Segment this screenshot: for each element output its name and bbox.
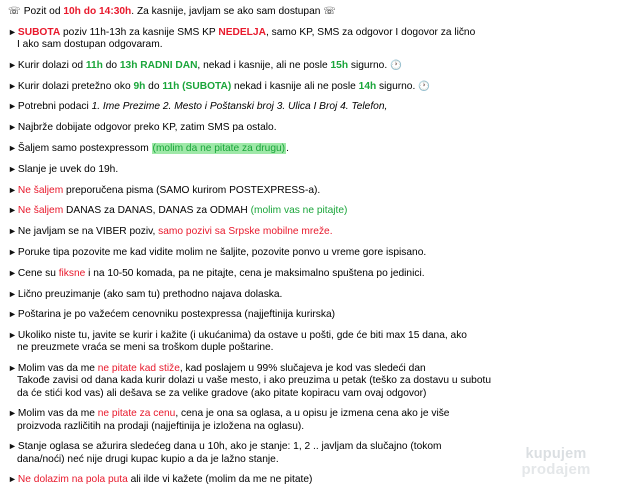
text-span: sigurno. (376, 80, 419, 92)
bullet-icon: ► (8, 26, 17, 37)
terms-line (8, 204, 614, 217)
text-span: Molim vas da me (17, 408, 98, 420)
text-continuation: proizvoda različitih na prodaji (najjeftinija je izložena na oglasu). (17, 420, 305, 432)
text-span: , cena je ona sa oglasa, a u opisu je izmena cena ako je više (175, 408, 450, 420)
text-span: 9h (133, 80, 146, 92)
bullet-icon: ► (8, 330, 17, 341)
terms-line (8, 163, 614, 176)
bullet-icon: ► (8, 246, 17, 257)
text-span: nekad i kasnije ali ne posle (231, 80, 359, 92)
text-span: Ne šaljem (17, 205, 64, 217)
text-span: 13h RADNI DAN (119, 59, 198, 71)
bullet-icon: ► (8, 142, 17, 153)
text-span: Ne šaljem (17, 184, 64, 196)
text-span: ☏ (323, 6, 336, 17)
bullet-icon: ► (8, 184, 17, 195)
bullet-icon: ► (8, 267, 17, 278)
text-span: (molim da ne pitate za drugu) (152, 142, 286, 154)
text-span: Slanje je uvek do 19h. (17, 163, 119, 175)
text-span: ne pitate kad stiže (97, 363, 180, 375)
terms-line (8, 26, 614, 51)
text-span: Šaljem samo postexpressom (17, 142, 152, 154)
terms-line (8, 440, 614, 465)
text-span: 11h (SUBOTA) (162, 80, 232, 92)
text-span: ne pitate za cenu (97, 408, 176, 420)
text-span: ☏ (8, 6, 24, 17)
text-span: 11h (85, 59, 103, 71)
text-continuation: Takođe zavisi od dana kada kurir dolazi u vaše mesto, i ako preuzima u petak (teško za dostavu u subotu (17, 375, 491, 387)
text-span: DANAS za DANAS, DANAS za ODMAH (63, 205, 251, 217)
bullet-icon: ► (8, 309, 17, 320)
text-span: . Za kasnije, javljam se ako sam dostupan (131, 6, 324, 17)
text-continuation: I ako sam dostupan odgovaram. (17, 39, 163, 50)
text-span: Poštarina je po važećem cenovniku postexpressa (najjeftinija kurirska) (17, 309, 336, 321)
text-span: do (145, 80, 163, 92)
text-continuation: dana/noći) neć nije drugi kupac kupio a da je lažno stanje. (17, 453, 279, 465)
text-span: 10h do 14:30h (63, 6, 132, 17)
text-span: Kurir dolazi od (17, 59, 86, 71)
text-span: preporučena pisma (SAMO kurirom POSTEXPRESS-a). (63, 184, 321, 196)
bullet-icon: ► (8, 288, 17, 299)
text-span: Pozit od (23, 6, 64, 17)
text-span: poziv 11h-13h za kasnije SMS KP (60, 26, 219, 38)
terms-list (8, 6, 614, 487)
text-span: 15h (330, 59, 349, 71)
text-continuation: ne preuzmete vraća se meni sa troškom duple poštarine. (17, 342, 274, 354)
bullet-icon: ► (8, 205, 17, 216)
text-span: Molim vas da me (17, 363, 98, 375)
terms-line (8, 473, 614, 486)
terms-line (8, 362, 614, 400)
text-span: do (102, 59, 120, 71)
text-span: 1. Ime Prezime 2. Mesto i Poštanski broj 3. Ulica I Broj 4. Telefon, (91, 101, 388, 113)
terms-line (8, 407, 614, 432)
bullet-icon: ► (8, 363, 17, 374)
watermark-line-1: kupujem (525, 446, 587, 462)
text-span: ali ilde vi kažete (molim da me ne pitate) (127, 474, 313, 486)
text-span: 🕐 (418, 80, 430, 92)
text-continuation: da će stići kod vas) ali dešava se za velike gradove (ako pitate kopiracu vam ovaj odgovor) (17, 387, 427, 399)
terms-line (8, 329, 614, 354)
text-span: Kurir dolazi pretežno oko (17, 80, 134, 92)
bullet-icon: ► (8, 226, 17, 237)
terms-line (8, 121, 614, 134)
text-span: NEDELJA (218, 26, 266, 38)
text-span: Ne javljam se na VIBER poziv, (17, 226, 159, 238)
terms-line (8, 184, 614, 197)
text-span: samo pozivi sa Srpske mobilne mreže. (158, 226, 333, 238)
text-span: 🕐 (389, 59, 402, 71)
terms-line (8, 267, 614, 280)
text-span: i na 10-50 komada, pa ne pitajte, cena je maksimalno spuštena po jedinici. (85, 267, 425, 279)
text-span: SUBOTA (17, 26, 61, 38)
bullet-icon: ► (8, 474, 17, 485)
bullet-icon: ► (8, 163, 17, 174)
text-span: , samo KP, SMS za odgovor I dogovor za lično (265, 26, 476, 38)
terms-line (8, 80, 614, 93)
terms-line (8, 246, 614, 259)
bullet-icon: ► (8, 122, 17, 133)
terms-line (8, 59, 614, 72)
text-span: , kad poslajem u 99% slučajeva je kod vas sledeći dan (179, 363, 426, 375)
bullet-icon: ► (8, 101, 17, 112)
text-span: sigurno. (348, 59, 390, 71)
text-span: Poruke tipa pozovite me kad vidite molim ne šaljite, pozovite ponvo u vreme gore ispisano. (17, 246, 427, 258)
text-span: Najbrže dobijate odgovor preko KP, zatim SMS pa ostalo. (17, 122, 277, 134)
text-span: Ne dolazim na pola puta (17, 474, 128, 486)
bullet-icon: ► (8, 80, 17, 91)
text-span: 14h (358, 80, 377, 92)
bullet-icon: ► (8, 408, 17, 419)
text-span: Potrebni podaci (17, 101, 92, 113)
terms-line (8, 6, 614, 18)
terms-line (8, 288, 614, 301)
text-span: . (286, 142, 289, 154)
terms-line (8, 142, 614, 155)
text-span: , nekad i kasnije, ali ne posle (197, 59, 331, 71)
text-span: Lično preuzimanje (ako sam tu) prethodno najava dolaska. (17, 288, 283, 300)
text-span: Ukoliko niste tu, javite se kurir i kažite (i ukućanima) da ostave u pošti, gde će biti max 15 dana, ako (17, 330, 467, 342)
terms-line (8, 225, 614, 238)
terms-line (8, 100, 614, 113)
text-span: Stanje oglasa se ažurira sledećeg dana u 10h, ako je stanje: 1, 2 .. javljam da slučajno (tokom (17, 441, 442, 453)
text-span: Cene su (17, 267, 59, 279)
text-span: fiksne (58, 267, 86, 279)
bullet-icon: ► (8, 59, 17, 70)
watermark-line-2: prodajem (521, 461, 591, 478)
bullet-icon: ► (8, 441, 17, 452)
terms-line (8, 308, 614, 321)
text-span: (molim vas ne pitajte) (250, 205, 348, 217)
